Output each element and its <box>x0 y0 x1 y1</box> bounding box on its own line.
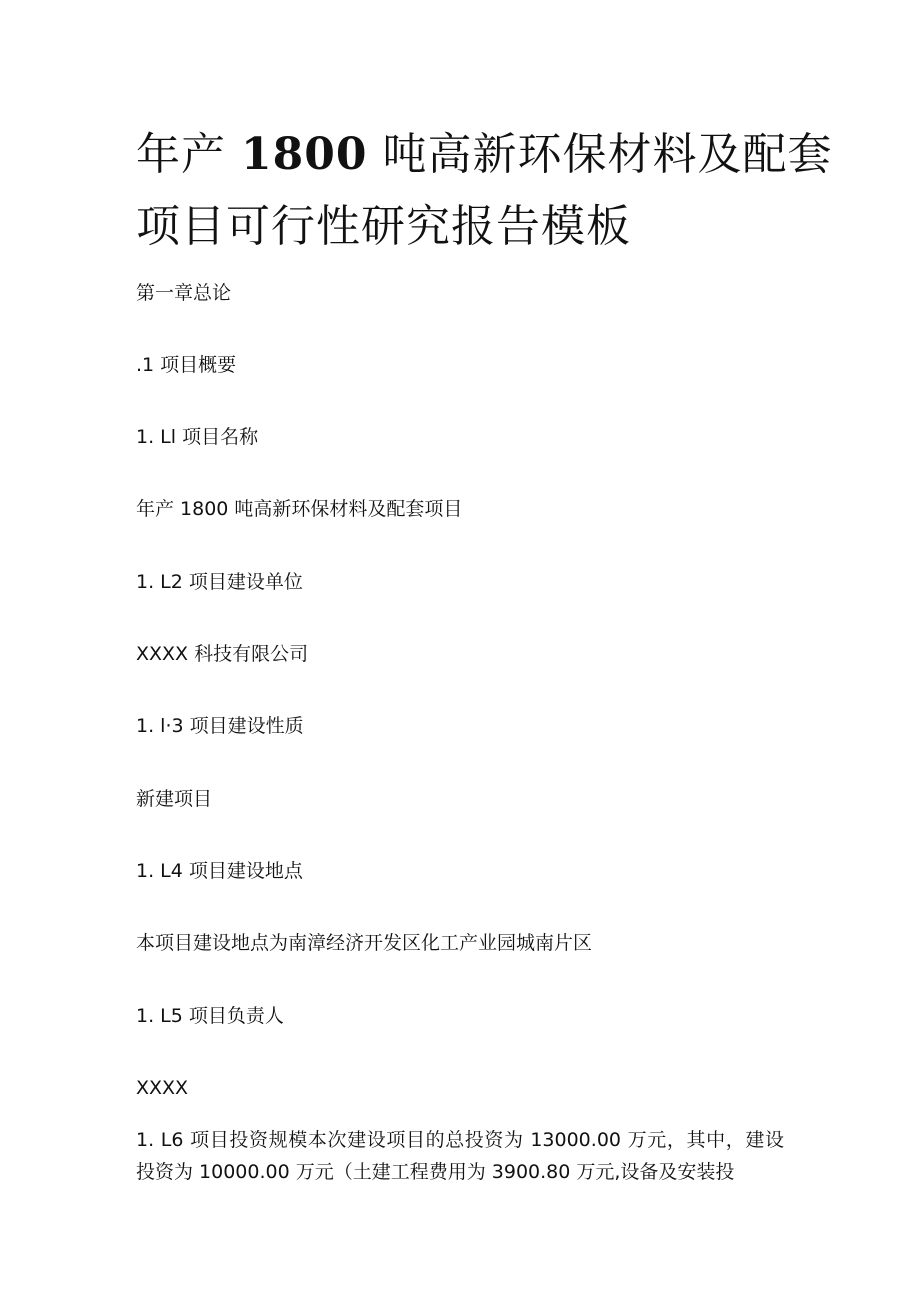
subsection-heading: 1. L2 项目建设单位 <box>136 571 303 593</box>
investment-paragraph: 1. L6 项目投资规模本次建设项目的总投资为 13000.00 万元，其中，建设投资为 10000.00 万元（土建工程费用为 3900.80 万元,设备及安装投 <box>136 1129 784 1183</box>
document-title-line-1 <box>136 129 836 180</box>
subsection-heading: 1. Ll 项目名称 <box>136 426 259 448</box>
title-suffix: 吨高新环保材料及配套 <box>382 129 833 180</box>
subsection-heading: 1. l·3 项目建设性质 <box>136 715 304 737</box>
subsection-heading: 1. L4 项目建设地点 <box>136 860 303 882</box>
body-text: XXXX 科技有限公司 <box>136 643 309 665</box>
document-title-line-2: 项目可行性研究报告模板 <box>136 201 631 252</box>
section-heading: .1 项目概要 <box>136 354 237 376</box>
body-text: 新建项目 <box>136 788 213 810</box>
title-prefix: 年产 <box>136 129 226 180</box>
body-text: 年产 1800 吨高新环保材料及配套项目 <box>136 498 463 520</box>
chapter-heading: 第一章总论 <box>136 282 232 304</box>
subsection-heading: 1. L5 项目负责人 <box>136 1005 284 1027</box>
body-text: XXXX <box>136 1077 189 1099</box>
body-text: 本项目建设地点为南漳经济开发区化工产业园城南片区 <box>136 932 593 954</box>
title-number: 1800 <box>241 129 368 180</box>
